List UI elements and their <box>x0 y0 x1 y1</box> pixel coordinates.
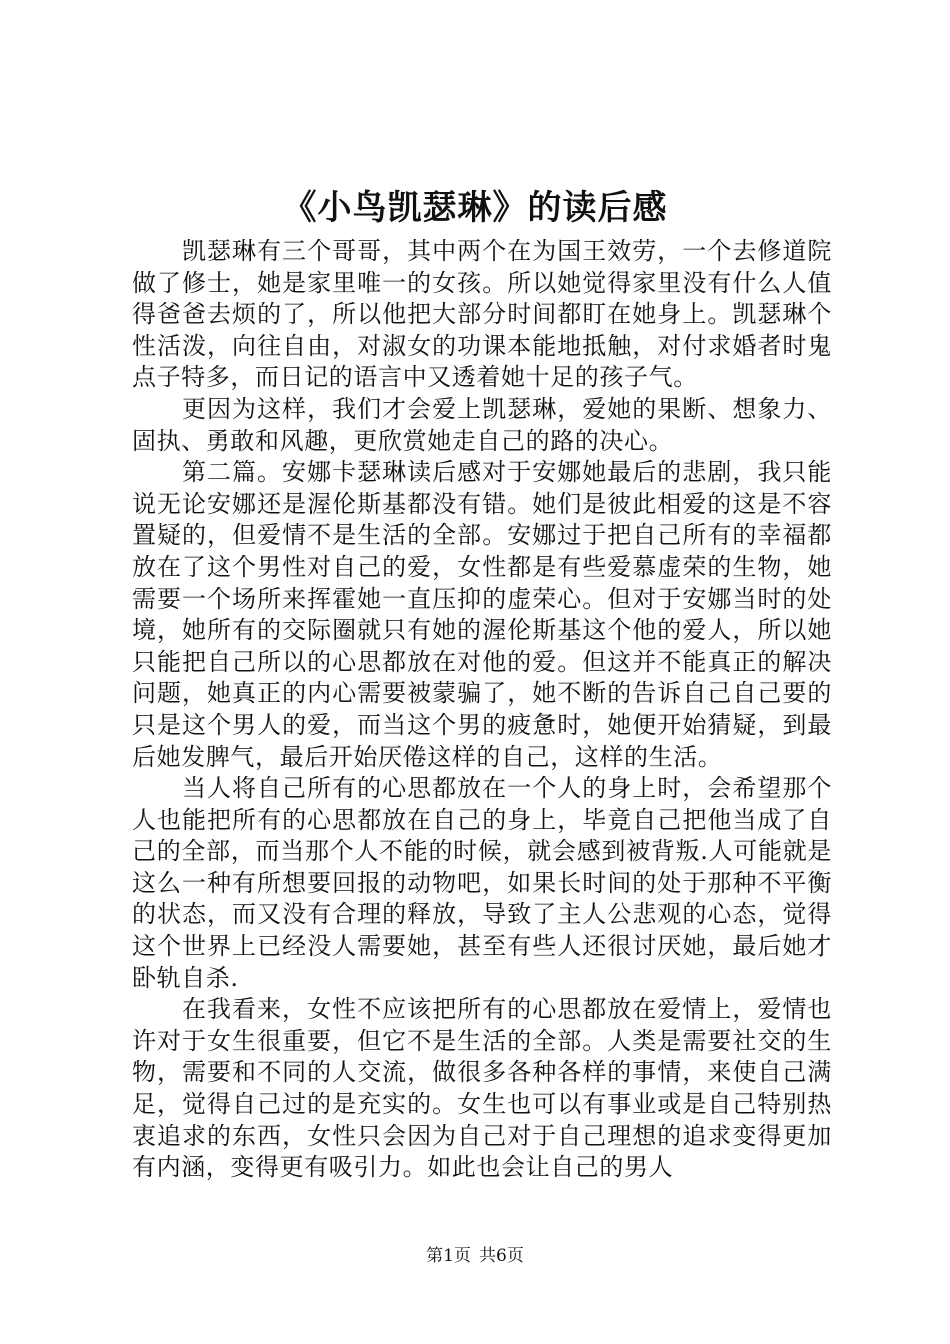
document-body <box>132 236 832 1184</box>
document-title: 《小鸟凯瑟琳》的读后感 <box>282 188 668 228</box>
paragraph: 更因为这样，我们才会爱上凯瑟琳，爱她的果断、想象力、固执、勇敢和风趣，更欣赏她走自己的路的决心。 <box>132 394 832 455</box>
page-total: 共6页 <box>479 1246 524 1266</box>
paragraph: 第二篇。安娜卡瑟琳读后感对于安娜她最后的悲剧，我只能说无论安娜还是渥伦斯基都没有错。她们是彼此相爱的这是不容置疑的，但爱情不是生活的全部。安娜过于把自己所有的幸福都放在了这个男性对自己的爱，女性都是有些爱慕虚荣的生物，她需要一个场所来挥霍她一直压抑的虚荣心。但对于安娜当时的处境，她所有的交际圈就只有她的渥伦斯基这个他的爱人，所以她只能把自己所以的心思都放在对他的爱。但这并不能真正的解决问题，她真正的内心需要被蒙骗了，她不断的告诉自己自己要的只是这个男人的爱，而当这个男的疲惫时，她便开始猜疑，到最后她发脾气，最后开始厌倦这样的自己，这样的生活。 <box>132 458 832 771</box>
paragraph: 在我看来，女性不应该把所有的心思都放在爱情上，爱情也许对于女生很重要，但它不是生活的全部。人类是需要社交的生物，需要和不同的人交流，做很多各种各样的事情，来使自己满足，觉得自己过的是充实的。女生也可以有事业或是自己特别热衷追求的东西，女性只会因为自己对于自己理想的追求变得更加有内涵，变得更有吸引力。如此也会让自己的男人 <box>132 995 832 1182</box>
paragraph: 当人将自己所有的心思都放在一个人的身上时，会希望那个人也能把所有的心思都放在自己的身上，毕竟自己把他当成了自己的全部，而当那个人不能的时候，就会感到被背叛.人可能就是这么一种有所想要回报的动物吧，如果长时间的处于那种不平衡的状态，而又没有合理的释放，导致了主人公悲观的心态，觉得这个世界上已经没人需要她，甚至有些人还很讨厌她，最后她才卧轨自杀. <box>132 774 832 992</box>
page-number: 第1页 <box>426 1246 471 1266</box>
page-footer <box>0 1244 950 1268</box>
paragraph: 凯瑟琳有三个哥哥，其中两个在为国王效劳，一个去修道院做了修士，她是家里唯一的女孩。所以她觉得家里没有什么人值得爸爸去烦的了，所以他把大部分时间都盯在她身上。凯瑟琳个性活泼，向往自由，对淑女的功课本能地抵触，对付求婚者时鬼点子特多，而日记的语言中又透着她十足的孩子气。 <box>132 237 832 392</box>
